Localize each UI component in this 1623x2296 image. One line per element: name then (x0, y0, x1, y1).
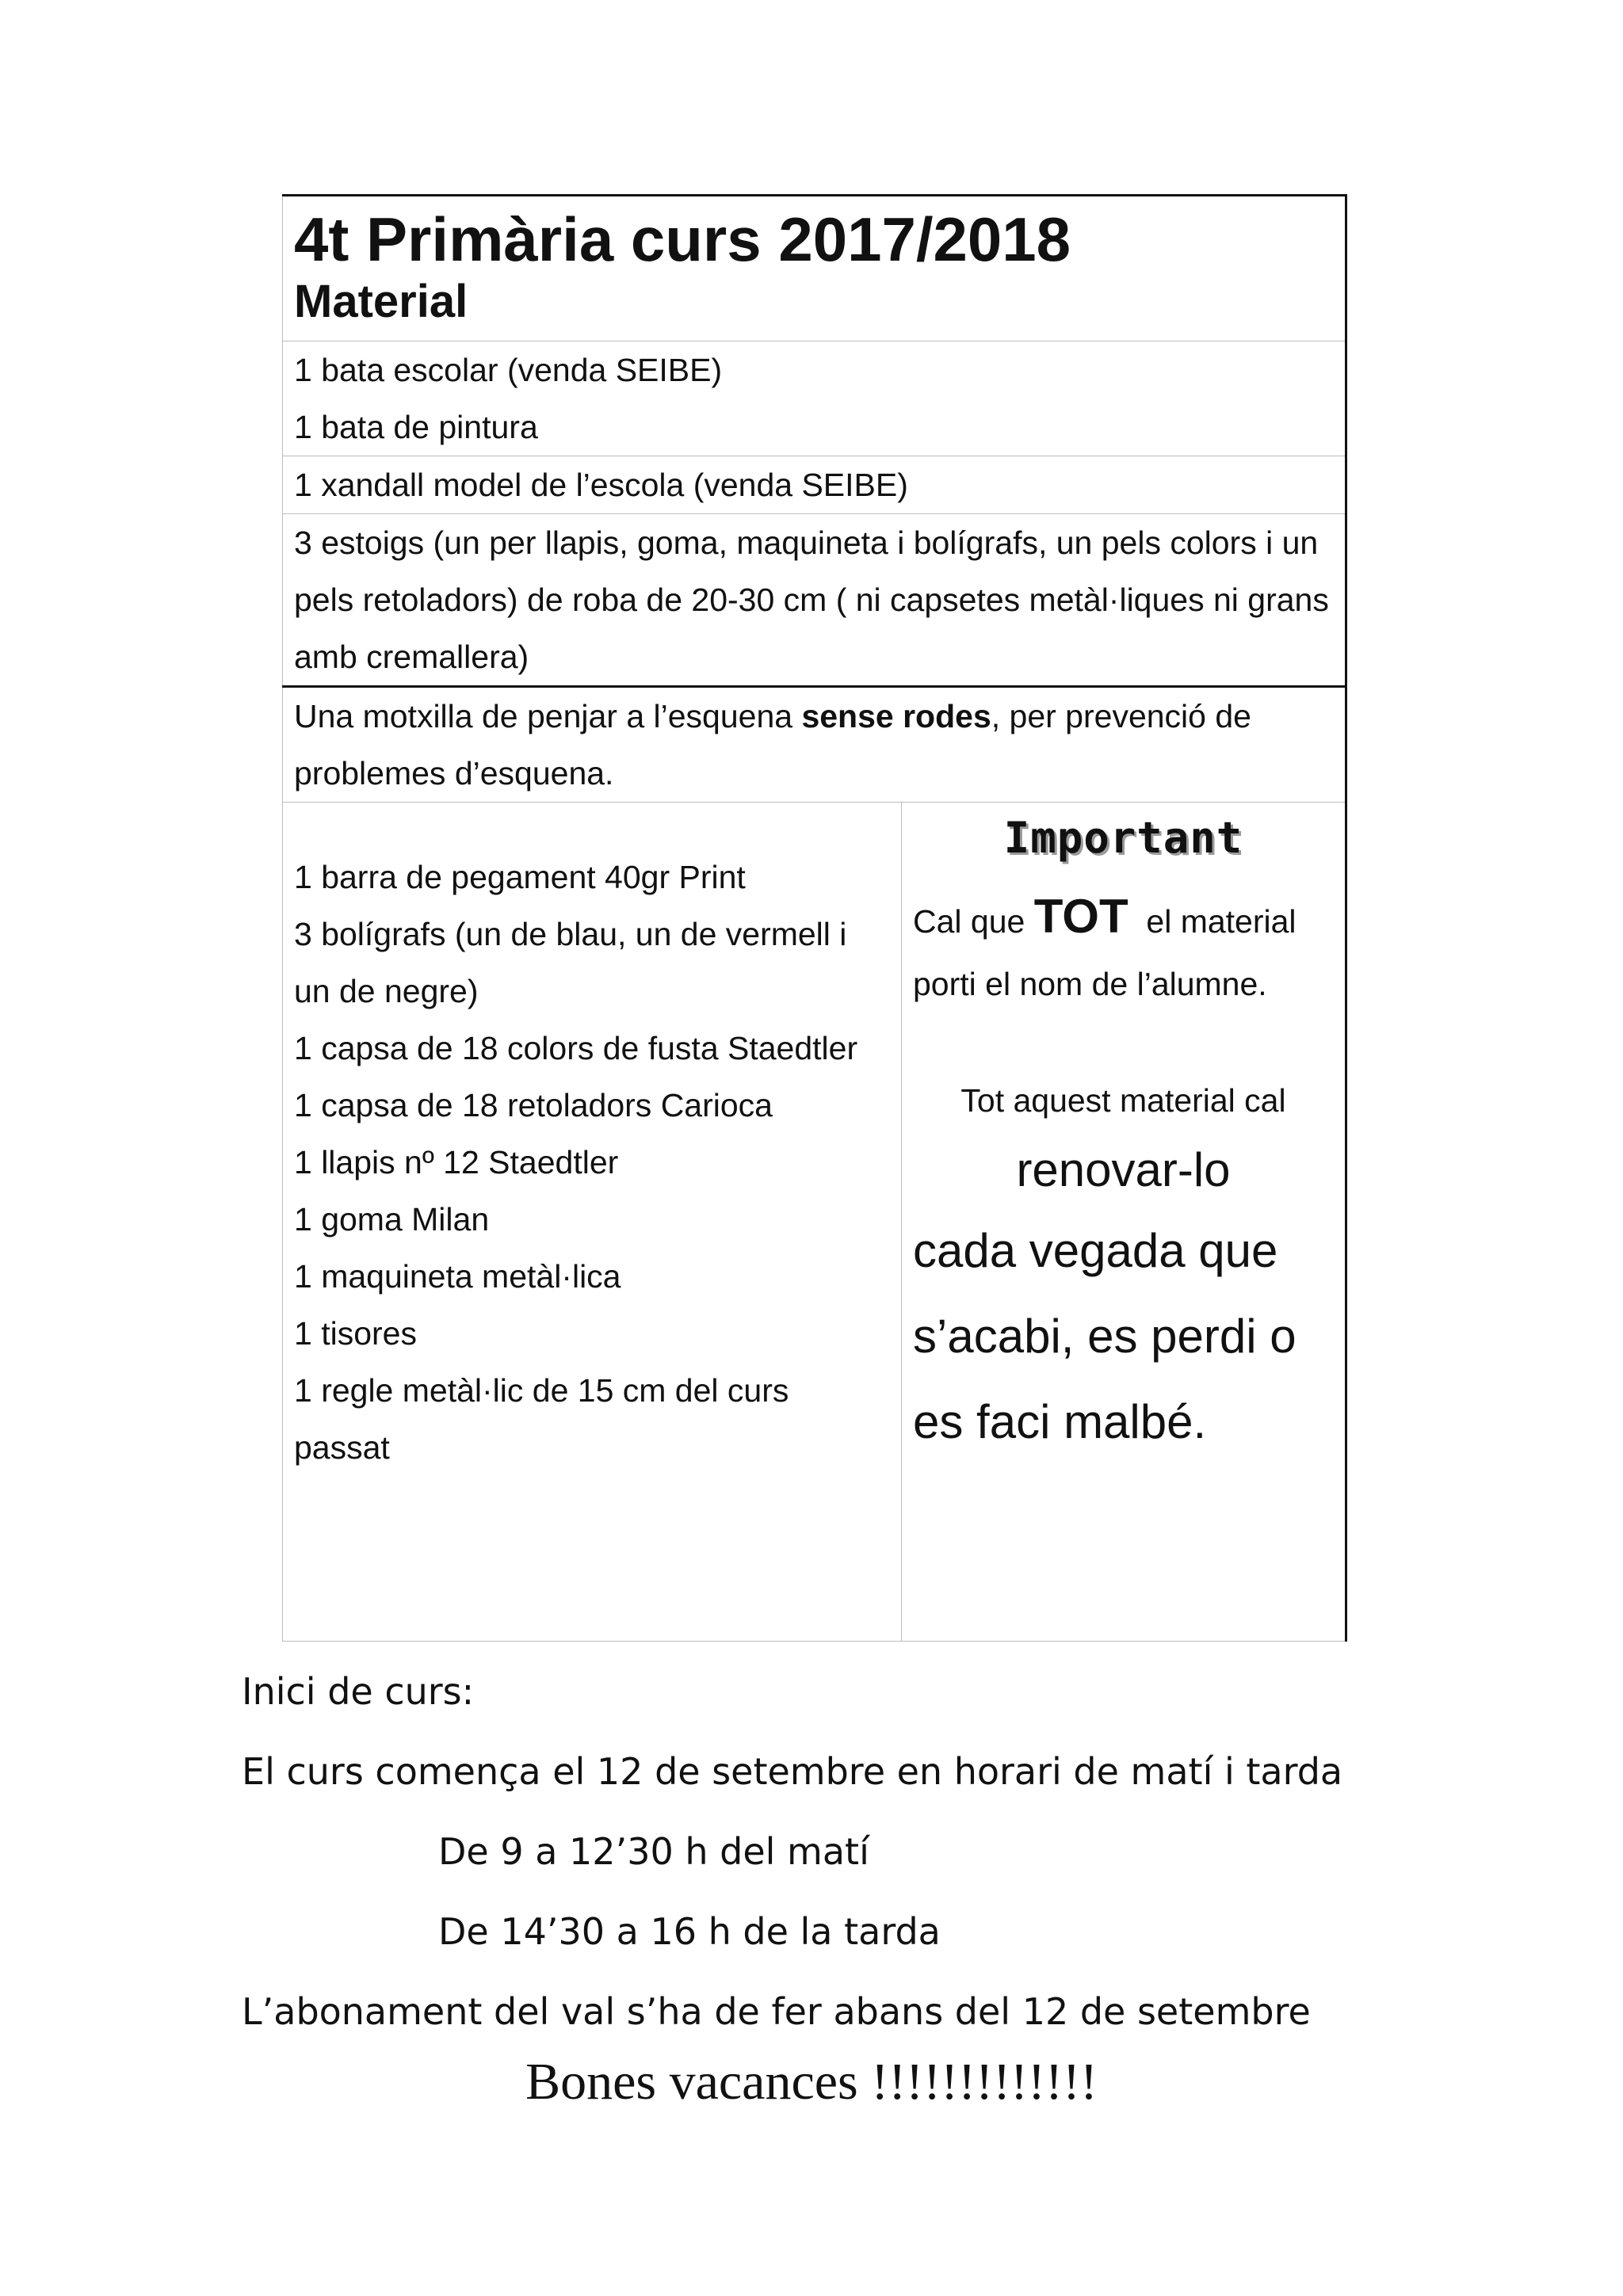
notes-line: El curs comença el 12 de setembre en horari de matí i tarda (242, 1750, 1343, 1793)
table-row (283, 687, 1346, 803)
supply-item: 1 capsa de 18 retoladors Carioca (294, 1087, 773, 1123)
supply-item: 1 llapis nº 12 Staedtler (294, 1144, 619, 1180)
important-title: Important (1003, 813, 1243, 863)
notes-line: De 14’30 a 16 h de la tarda (438, 1910, 941, 1953)
supply-item: 1 capsa de 18 colors de fusta Staedtler (294, 1030, 858, 1066)
materials-table (282, 194, 1347, 1642)
motxilla-text-end: , per prevenció de (991, 698, 1251, 734)
table-row (283, 456, 1346, 514)
page-subtitle: Material (294, 276, 468, 327)
important-line: s’acabi, es perdi o (913, 1310, 1296, 1363)
motxilla-text: Una motxilla de penjar a l’esquena (294, 698, 802, 734)
list-item: 1 bata escolar (venda SEIBE) (294, 352, 723, 388)
important-line: Tot aquest material cal (960, 1082, 1286, 1119)
page-title: 4t Primària curs 2017/2018 (294, 204, 1071, 274)
important-line (913, 882, 1334, 956)
list-item: amb cremallera) (294, 639, 529, 675)
notes-heading: Inici de curs: (242, 1670, 475, 1713)
notes-line: L’abonament del val s’ha de fer abans del 12 de setembre (242, 1990, 1311, 2033)
list-item: problemes d’esquena. (294, 755, 614, 791)
important-line: es faci malbé. (913, 1395, 1207, 1448)
farewell-text: Bones vacances !!!!!!!!!!!!! (525, 2053, 1098, 2111)
important-cell (902, 803, 1346, 1642)
important-line: cada vegada que (913, 1224, 1278, 1277)
important-emphasis: TOT (1033, 890, 1128, 943)
table-row (283, 341, 1346, 456)
course-start-notes (242, 1652, 1342, 2052)
supply-item: 1 regle metàl·lic de 15 cm del curs (294, 1372, 789, 1409)
supply-item: 3 bolígrafs (un de blau, un de vermell i (294, 916, 847, 952)
supply-item: 1 barra de pegament 40gr Print (294, 859, 746, 895)
supply-item: un de negre) (294, 973, 479, 1009)
important-line: porti el nom de l’alumne. (913, 966, 1267, 1002)
table-header-cell (283, 196, 1346, 341)
supplies-cell (283, 803, 902, 1642)
list-item: pels retoladors) de roba de 20-30 cm ( ni capsetes metàl·liques ni grans (294, 582, 1329, 618)
important-text: Cal que (913, 903, 1034, 940)
list-item: 3 estoigs (un per llapis, goma, maquineta i bolígrafs, un pels colors i un (294, 524, 1319, 561)
notes-line: De 9 a 12’30 h del matí (438, 1830, 869, 1873)
list-item: 1 bata de pintura (294, 409, 538, 445)
supply-item: passat (294, 1429, 390, 1466)
supply-item: 1 maquineta metàl·lica (294, 1258, 621, 1295)
important-line: renovar-lo (1016, 1143, 1231, 1196)
important-text-end: el material (1128, 903, 1296, 940)
table-row (283, 514, 1346, 687)
supply-item: 1 goma Milan (294, 1201, 490, 1238)
list-item: 1 xandall model de l’escola (venda SEIBE) (294, 467, 908, 503)
motxilla-emphasis: sense rodes (801, 698, 991, 734)
supply-item: 1 tisores (294, 1315, 417, 1352)
list-item (294, 688, 1334, 745)
